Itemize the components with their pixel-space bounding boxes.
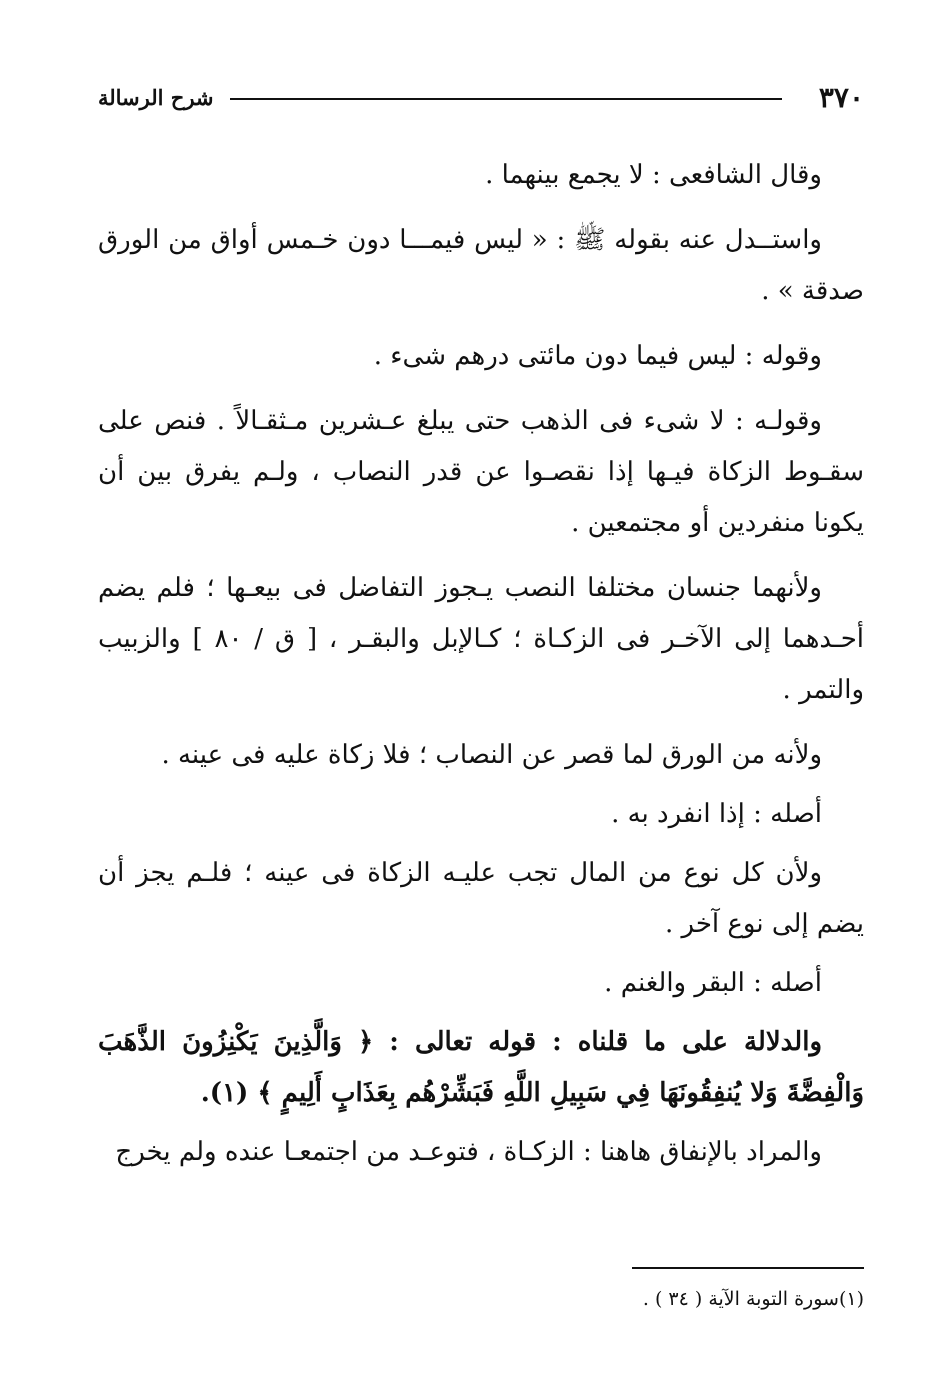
running-title: شرح الرسالة [98,85,214,110]
paragraph: وقولـه : لا شىء فى الذهب حتى يبلغ عـشرين مـثقـالاً . فنص على سقـوط الزكاة فيـها إذا نقصـوا عن قدر النصاب ، ولـم يفرق بين أن يكونا منفردين أو مجتمعين . [98,406,864,538]
paragraph: وقوله : ليس فيما دون مائتى درهم شىء . [373,341,822,371]
paragraph-quran-verse: والدلالة على ما قلناه : قوله تعالى : ﴿ وَالَّذِينَ يَكْنِزُونَ الذَّهَبَ وَالْفِضَّةَ وَلا يُنفِقُونَهَا فِي سَبِيلِ اللَّهِ فَبَشِّرْهُم بِعَذَابٍ أَلِيمٍ ﴾ (١). [98,1027,864,1108]
header-rule [230,98,782,100]
paragraph: أصله : البقر والغنم . [604,968,822,998]
page-body [98,150,864,1192]
footnote: (١)سورة التوبة الآية ( ٣٤ ) . [642,1288,864,1310]
page-number: ٣٧٠ [818,81,864,114]
paragraph: ولأنه من الورق لما قصر عن النصاب ؛ فلا زكاة عليه فى عينه . [161,740,822,770]
paragraph: أصله : إذا انفرد به . [611,799,822,829]
paragraph: ولأن كل نوع من المال تجب عليـه الزكاة فى عينه ؛ فلـم يجز أن يضم إلى نوع آخر . [98,858,864,939]
paragraph-hadith: واستــدل عنه بقوله ﷺ : « ليس فيمـــا دون خـمس أواق من الورق صدقة » . [98,225,864,306]
paragraph: والمراد بالإنفاق هاهنا : الزكـاة ، فتوعـد من اجتمعـا عنده ولم يخرج [115,1137,822,1167]
page-header [98,80,864,120]
paragraph: ولأنهما جنسان مختلفا النصب يـجوز التفاضل فى بيعـها ؛ فلم يضم أحـدهما إلى الآخـر فى الزكـاة ؛ كـالإبل والبقـر ، [ ق / ٨٠ ] والزبيب والتمر . [98,573,864,705]
footnote-rule [632,1267,864,1269]
paragraph: وقال الشافعى : لا يجمع بينهما . [485,160,822,190]
